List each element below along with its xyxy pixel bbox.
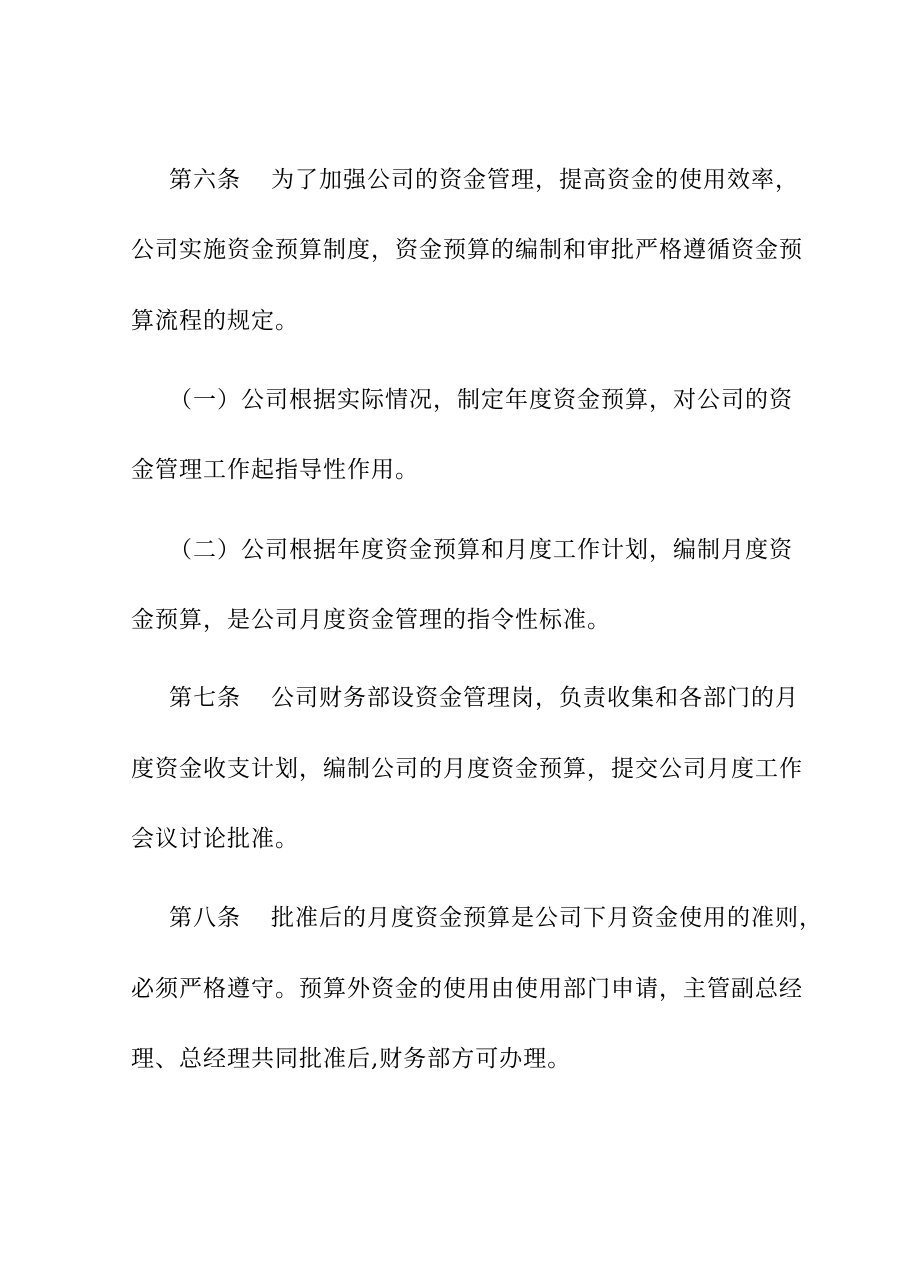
article-number: 第八条 (169, 905, 241, 931)
paragraph-line: 公司实施资金预算制度，资金预算的编制和审批严格遵循资金预 (131, 237, 803, 263)
paragraph-line: 会议讨论批准。 (131, 826, 299, 852)
paragraph-text: 为了加强公司的资金管理，提高资金的使用效率， (271, 167, 799, 193)
paragraph-line: 算流程的规定。 (131, 308, 299, 334)
paragraph-line: 度资金收支计划，编制公司的月度资金预算，提交公司月度工作 (131, 756, 803, 782)
article-number: 第七条 (169, 685, 241, 711)
paragraph-line: 金管理工作起指导性作用。 (131, 457, 419, 483)
article-number: 第六条 (169, 167, 241, 193)
paragraph-line (169, 903, 869, 933)
paragraph-line: 金预算，是公司月度资金管理的指令性标准。 (131, 607, 611, 633)
paragraph-line: （二）公司根据年度资金预算和月度工作计划，编制月度资 (169, 537, 793, 563)
paragraph-text: 公司财务部设资金管理岗，负责收集和各部门的月 (271, 685, 799, 711)
paragraph-line: （一）公司根据实际情况，制定年度资金预算，对公司的资 (169, 387, 793, 413)
paragraph-line: 必须严格遵守。预算外资金的使用由使用部门申请，主管副总经 (131, 976, 803, 1002)
paragraph-line: 理、总经理共同批准后,财务部方可办理。 (131, 1046, 572, 1072)
paragraph-line (169, 683, 869, 713)
paragraph-line (169, 165, 869, 195)
paragraph-text: 批准后的月度资金预算是公司下月资金使用的准则， (271, 905, 823, 931)
